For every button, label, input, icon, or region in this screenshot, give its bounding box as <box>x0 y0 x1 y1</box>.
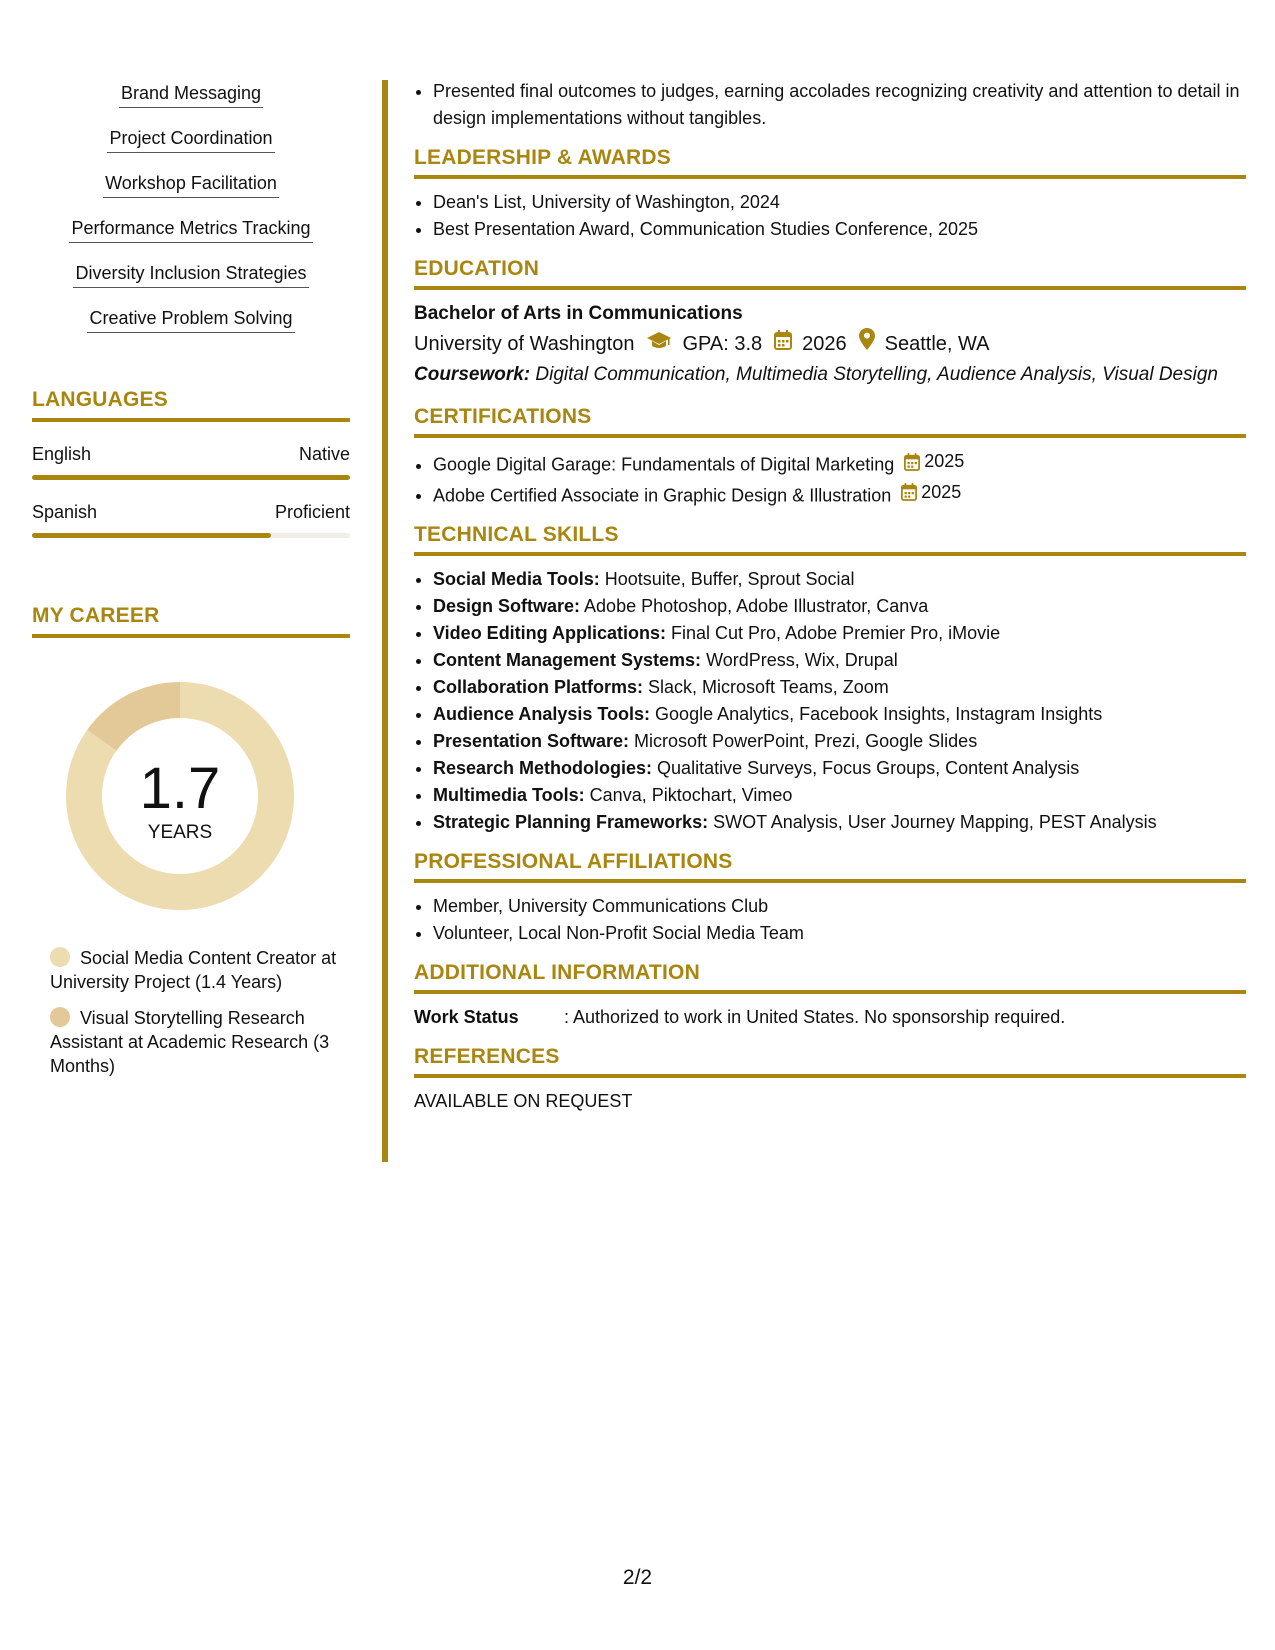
skill-category: Collaboration Platforms: <box>433 677 644 697</box>
skill-category: Audience Analysis Tools: <box>433 704 651 724</box>
coursework <box>414 362 1246 387</box>
certification-year <box>904 448 964 475</box>
skill-values: Qualitative Surveys, Focus Groups, Content Analysis <box>652 758 1080 778</box>
list-item <box>433 701 1246 728</box>
certification-name: Google Digital Garage: Fundamentals of Digital Marketing <box>433 454 895 475</box>
list-item <box>433 782 1246 809</box>
right-column <box>414 80 1246 1115</box>
skill-tag: Diversity Inclusion Strategies <box>73 260 308 288</box>
language-english <box>32 444 350 480</box>
career-legend <box>32 946 350 1078</box>
skill-category: Design Software: <box>433 596 581 616</box>
skill-tags <box>32 80 350 350</box>
skill-values: Adobe Photoshop, Adobe Illustrator, Canva <box>580 596 929 616</box>
list-item <box>433 593 1246 620</box>
skill-values: Slack, Microsoft Teams, Zoom <box>643 677 889 697</box>
skill-tag: Brand Messaging <box>119 80 263 108</box>
technical-skills-heading: TECHNICAL SKILLS <box>414 523 1246 556</box>
skill-tag: Workshop Facilitation <box>103 170 279 198</box>
career-legend-item <box>50 946 340 994</box>
skill-values: Canva, Piktochart, Vimeo <box>584 785 793 805</box>
work-status-value: : Authorized to work in United States. No sponsorship required. <box>564 1007 1066 1027</box>
calendar-icon <box>904 453 920 471</box>
skill-values: SWOT Analysis, User Journey Mapping, PEST Analysis <box>708 812 1157 832</box>
skill-tag: Creative Problem Solving <box>87 305 294 333</box>
skill-values: Hootsuite, Buffer, Sprout Social <box>599 569 855 589</box>
references-text: AVAILABLE ON REQUEST <box>414 1091 633 1111</box>
language-level: Proficient <box>274 502 350 522</box>
certification-year-text: 2025 <box>924 451 965 471</box>
calendar-icon <box>901 483 917 501</box>
coursework-label: Coursework: <box>414 364 531 385</box>
skill-values: WordPress, Wix, Drupal <box>701 650 898 670</box>
list-item <box>433 728 1246 755</box>
list-item <box>433 809 1246 836</box>
skill-values: Final Cut Pro, Adobe Premier Pro, iMovie <box>666 623 1001 643</box>
list-item <box>433 566 1246 593</box>
career-total-unit: YEARS <box>147 822 213 843</box>
certifications-heading: CERTIFICATIONS <box>414 405 1246 438</box>
list-item <box>433 448 1246 479</box>
legend-dot <box>50 947 70 967</box>
references-heading: REFERENCES <box>414 1045 1246 1078</box>
column-divider <box>382 80 388 1162</box>
career-legend-label: Social Media Content Creator at University Project (1.4 Years) <box>50 948 337 992</box>
school-name: University of Washington <box>414 333 635 355</box>
skill-values: Google Analytics, Facebook Insights, Instagram Insights <box>650 704 1103 724</box>
list-item <box>433 755 1246 782</box>
left-column <box>32 80 350 1090</box>
additional-info-heading: ADDITIONAL INFORMATION <box>414 961 1246 994</box>
affiliations-list <box>414 893 1246 947</box>
language-level: Native <box>298 444 350 464</box>
list-item <box>433 479 1246 510</box>
language-bar <box>32 533 350 538</box>
education-entry <box>414 300 1246 387</box>
career-donut <box>66 682 294 910</box>
language-name: Spanish <box>32 502 98 522</box>
career-total-number: 1.7 <box>139 756 221 821</box>
calendar-icon <box>774 328 792 360</box>
leadership-heading: LEADERSHIP & AWARDS <box>414 146 1246 179</box>
skill-tag: Project Coordination <box>107 125 274 153</box>
skill-category: Research Methodologies: <box>433 758 653 778</box>
language-bar-fill <box>32 533 271 538</box>
skill-category: Video Editing Applications: <box>433 623 667 643</box>
list-item: • Best Presentation Award, Communication Studies Conference, 2025 <box>433 216 1246 243</box>
leadership-list <box>414 189 1246 243</box>
work-status-row <box>414 1004 1246 1031</box>
education-heading: EDUCATION <box>414 257 1246 290</box>
graduation-year: 2026 <box>802 333 847 355</box>
language-bar-fill <box>32 475 350 480</box>
skill-category: Presentation Software: <box>433 731 630 751</box>
technical-skills-list <box>414 566 1246 836</box>
language-spanish <box>32 502 350 538</box>
affiliations-heading: PROFESSIONAL AFFILIATIONS <box>414 850 1246 883</box>
page-number: 2/2 <box>622 1566 653 1589</box>
list-item <box>433 620 1246 647</box>
legend-dot <box>50 1007 70 1027</box>
education-location: Seattle, WA <box>884 333 990 355</box>
career-legend-label: Visual Storytelling Research Assistant at Academic Research (3 Months) <box>50 1008 330 1076</box>
career-total <box>66 682 294 844</box>
list-item <box>433 647 1246 674</box>
map-pin-icon <box>859 328 875 360</box>
certifications-list <box>414 448 1246 509</box>
list-item: • Member, University Communications Club <box>433 893 1246 920</box>
skill-values: Microsoft PowerPoint, Prezi, Google Slides <box>629 731 978 751</box>
career-heading: MY CAREER <box>32 604 350 638</box>
skill-category: Strategic Planning Frameworks: <box>433 812 709 832</box>
work-status-label: Work Status <box>414 1007 519 1027</box>
language-bar <box>32 475 350 480</box>
education-meta <box>414 328 1246 360</box>
certification-year <box>901 479 961 506</box>
certification-year-text: 2025 <box>921 481 962 502</box>
gpa: GPA: 3.8 <box>682 333 763 355</box>
list-item: • Volunteer, Local Non-Profit Social Media Team <box>433 920 1246 947</box>
career-legend-item <box>50 1006 340 1078</box>
degree-title: Bachelor of Arts in Communications <box>414 303 743 324</box>
skill-category: Content Management Systems: <box>433 650 702 670</box>
language-name: English <box>32 444 92 464</box>
skill-category: Multimedia Tools: <box>433 785 585 805</box>
graduation-cap-icon <box>646 328 672 360</box>
certification-name: Adobe Certified Associate in Graphic Design & Illustration <box>433 485 892 505</box>
coursework-list: Digital Communication, Multimedia Storytelling, Audience Analysis, Visual Design <box>530 364 1218 385</box>
list-item: • Dean's List, University of Washington, 2024 <box>433 189 1246 216</box>
list-item <box>433 674 1246 701</box>
skill-category: Social Media Tools: <box>433 569 600 589</box>
intro-bullets <box>414 78 1246 132</box>
list-item: • Presented final outcomes to judges, earning accolades recognizing creativity and attention to detail in design implementations without tangibles. <box>433 78 1246 132</box>
skill-tag: Performance Metrics Tracking <box>69 215 312 243</box>
languages-heading: LANGUAGES <box>32 388 350 422</box>
